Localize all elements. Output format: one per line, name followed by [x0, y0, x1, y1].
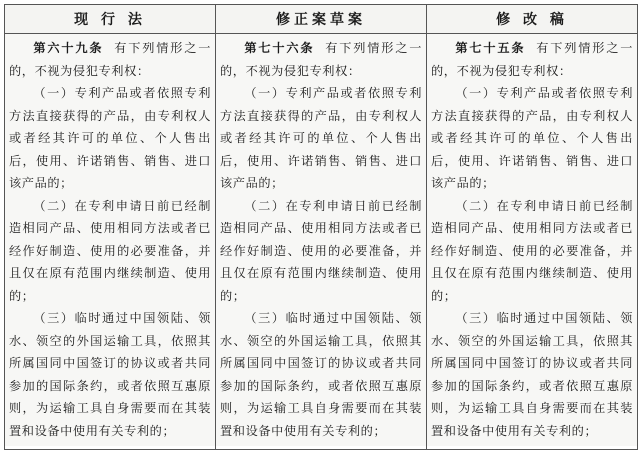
item-3: （三）临时通过中国领陆、领水、领空的外国运输工具，依照其所属国同中国签订的协议或者共同参加的国际条约，或者依照互惠原则，为运输工具自身需要而在其装置和设备中使用有关专利的； — [220, 311, 422, 438]
law-comparison-table — [4, 4, 638, 450]
content-row — [5, 34, 638, 450]
item-2: （二）在专利申请日前已经制造相同产品、使用相同方法或者已经作好制造、使用的必要准备，并且仅在原有范围内继续制造、使用的； — [9, 198, 211, 303]
article-intro-text: 有下列情形之一的，不视为侵犯专利权： — [431, 41, 634, 78]
article-intro — [220, 37, 422, 82]
header-draft-amendment: 修正案草案 — [216, 5, 427, 34]
draft-amendment-column — [216, 34, 427, 450]
article-intro — [9, 37, 211, 82]
article-number: 第七十五条 — [455, 41, 526, 55]
article-intro-text: 有下列情形之一的，不视为侵犯专利权： — [9, 41, 212, 78]
item-1: （一）专利产品或者依照专利方法直接获得的产品，由专利权人或者经其许可的单位、个人售出后，使用、许诺销售、销售、进口该产品的； — [9, 86, 211, 190]
item-1: （一）专利产品或者依照专利方法直接获得的产品，由专利权人或者经其许可的单位、个人售出后，使用、许诺销售、销售、进口该产品的； — [220, 86, 422, 190]
revised-draft-column — [427, 34, 638, 450]
item-3: （三）临时通过中国领陆、领水、领空的外国运输工具，依照其所属国同中国签订的协议或者共同参加的国际条约，或者依照互惠原则，为运输工具自身需要而在其装置和设备中使用有关专利的； — [431, 311, 633, 438]
article-number: 第七十六条 — [244, 41, 315, 55]
item-2: （二）在专利申请日前已经制造相同产品、使用相同方法或者已经作好制造、使用的必要准备，并且仅在原有范围内继续制造、使用的； — [431, 198, 633, 303]
current-law-column — [5, 34, 216, 450]
item-1: （一）专利产品或者依照专利方法直接获得的产品，由专利权人或者经其许可的单位、个人售出后，使用、许诺销售、销售、进口该产品的； — [431, 86, 633, 190]
header-current-law: 现 行 法 — [5, 5, 216, 34]
article-number: 第六十九条 — [33, 41, 104, 55]
article-intro-text: 有下列情形之一的，不视为侵犯专利权： — [220, 41, 423, 78]
header-revised-draft: 修 改 稿 — [427, 5, 638, 34]
item-3: （三）临时通过中国领陆、领水、领空的外国运输工具，依照其所属国同中国签订的协议或者共同参加的国际条约，或者依照互惠原则，为运输工具自身需要而在其装置和设备中使用有关专利的； — [9, 311, 211, 438]
comparison-page — [4, 4, 637, 446]
article-intro — [431, 37, 633, 82]
header-row — [5, 5, 638, 34]
item-2: （二）在专利申请日前已经制造相同产品、使用相同方法或者已经作好制造、使用的必要准备，并且仅在原有范围内继续制造、使用的； — [220, 198, 422, 303]
